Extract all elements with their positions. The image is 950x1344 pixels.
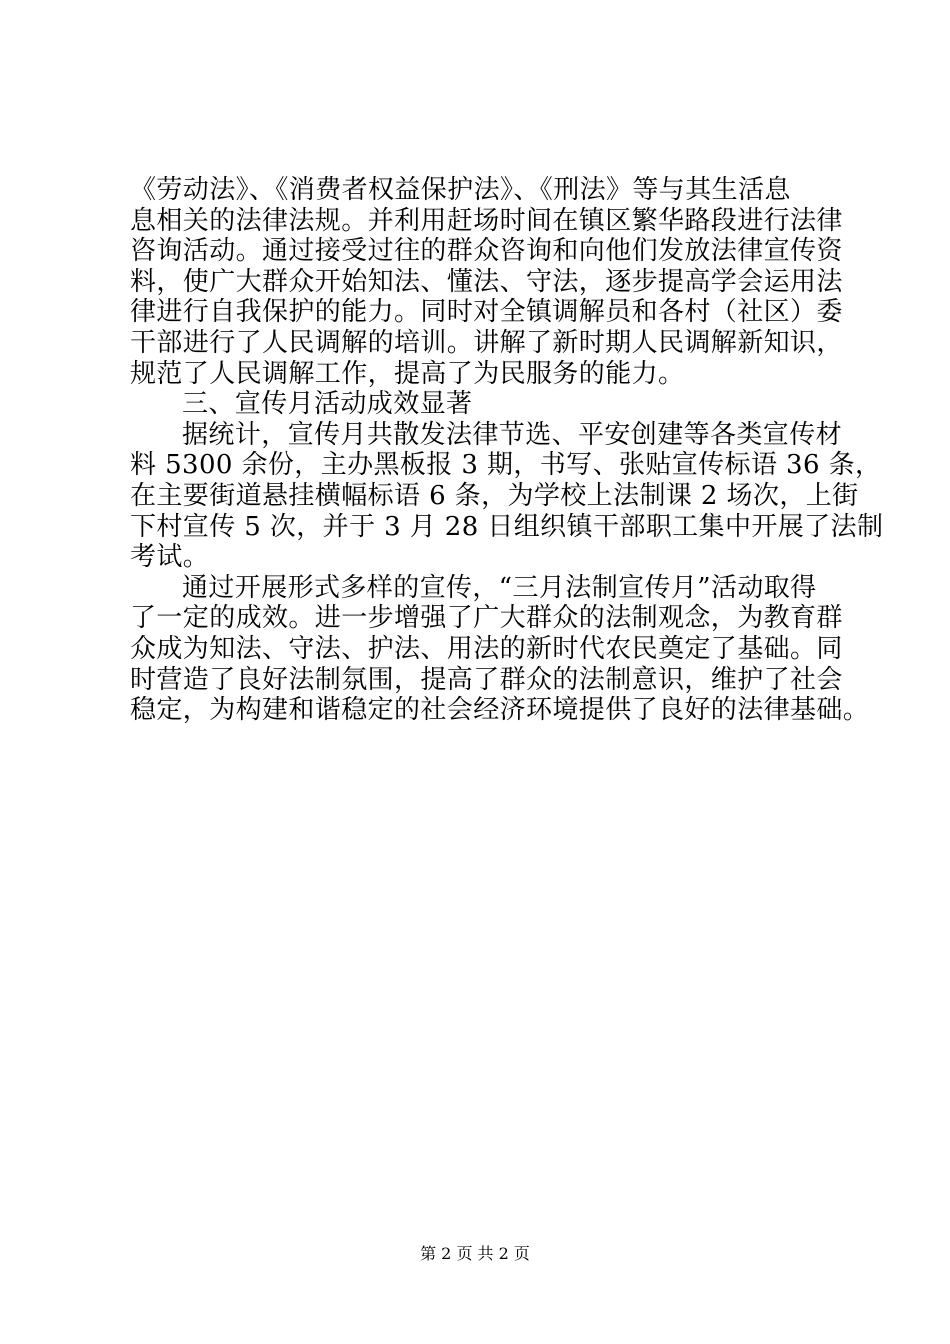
section-heading: 三、宣传月活动成效显著 — [182, 389, 473, 420]
body-line: 息相关的法律法规。并利用赶场时间在镇区繁华路段进行法律 — [130, 205, 843, 236]
body-line: 下村宣传 5 次，并于 3 月 28 日组织镇干部职工集中开展了法制 — [130, 511, 884, 542]
body-line: 考试。 — [130, 542, 210, 573]
body-line: 料 5300 余份，主办黑板报 3 期，书写、张贴宣传标语 36 条， — [130, 450, 882, 481]
page-footer — [0, 1243, 950, 1265]
body-line: 律进行自我保护的能力。同时对全镇调解员和各村（社区）委 — [130, 297, 843, 328]
body-line: 据统计，宣传月共散发法律节选、平安创建等各类宣传材 — [182, 419, 843, 450]
document-body — [130, 175, 884, 726]
body-line: 稳定，为构建和谐稳定的社会经济环境提供了良好的法律基础。 — [130, 695, 870, 726]
body-line: 了一定的成效。进一步增强了广大群众的法制观念，为教育群 — [130, 603, 843, 634]
body-line: 料，使广大群众开始知法、懂法、守法，逐步提高学会运用法 — [130, 266, 843, 297]
body-line: 《劳动法》、《消费者权益保护法》、《刑法》等与其生活息 — [130, 175, 791, 205]
body-line: 时营造了良好法制氛围，提高了群众的法制意识，维护了社会 — [130, 664, 843, 695]
body-line: 咨询活动。通过接受过往的群众咨询和向他们发放法律宣传资 — [130, 236, 843, 267]
body-line: 通过开展形式多样的宣传，“三月法制宣传月”活动取得 — [182, 572, 817, 603]
body-line: 规范了人民调解工作，提高了为民服务的能力。 — [130, 358, 685, 389]
body-line: 干部进行了人民调解的培训。讲解了新时期人民调解新知识， — [130, 327, 843, 358]
body-line: 在主要街道悬挂横幅标语 6 条，为学校上法制课 2 场次，上街 — [130, 480, 859, 511]
body-line: 众成为知法、守法、护法、用法的新时代农民奠定了基础。同 — [130, 633, 843, 664]
page-number: 第 2 页 共 2 页 — [420, 1244, 530, 1263]
